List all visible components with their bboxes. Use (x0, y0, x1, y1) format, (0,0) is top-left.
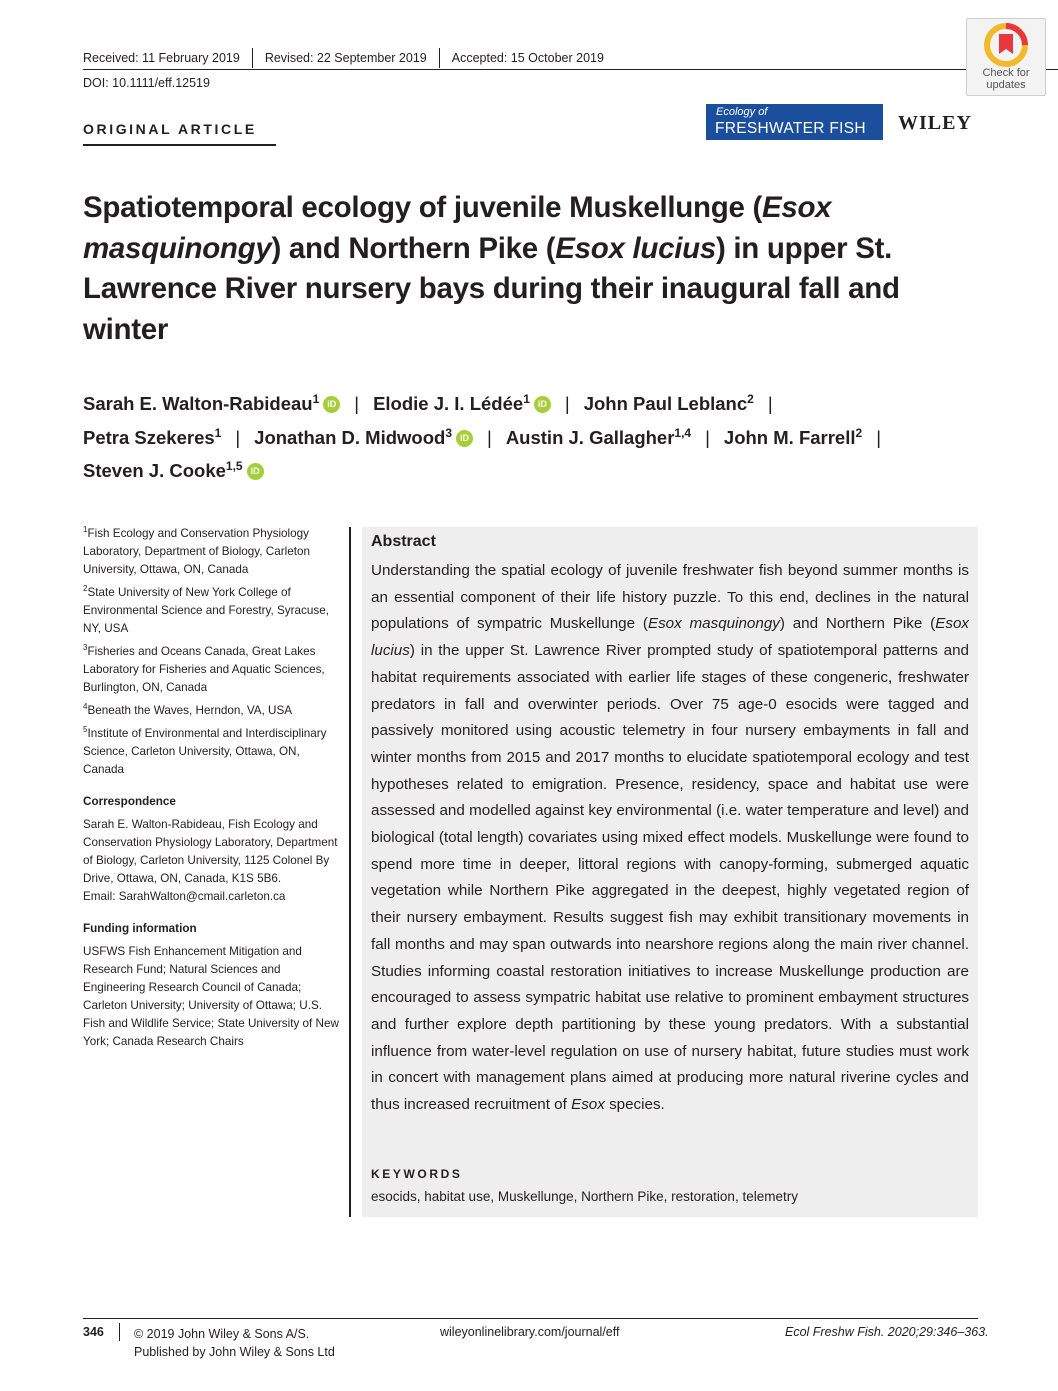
check-updates-icon (984, 23, 1028, 67)
author-name: Sarah E. Walton-Rabideau (83, 393, 313, 414)
author-name: John Paul Leblanc (583, 393, 748, 414)
author-name: Elodie J. I. Lédée (373, 393, 524, 414)
author-separator: | (487, 426, 492, 448)
email-link[interactable]: SarahWalton@cmail.carleton.ca (118, 890, 286, 903)
funding-heading: Funding information (83, 922, 197, 935)
author[interactable] (506, 427, 691, 448)
author-separator: | (767, 393, 773, 414)
journal-logo-line1: Ecology of (716, 106, 768, 118)
abstract-species: Esox lucius (371, 615, 969, 660)
citation (785, 1325, 989, 1339)
journal-logo-line2: FRESHWATER FISH (715, 120, 866, 137)
author-separator: | (876, 426, 881, 448)
revised-date: Revised: 22 September 2019 (264, 51, 427, 65)
title-species: Esox lucius (555, 231, 716, 265)
title-part: ) and Northern Pike ( (271, 231, 556, 265)
correspondence-heading: Correspondence (83, 795, 176, 808)
author[interactable] (373, 393, 551, 414)
author-name: Jonathan D. Midwood (254, 426, 446, 448)
author-affiliation: 1 (214, 425, 222, 440)
title-part: Spatiotemporal ecology of juvenile Muskellunge ( (83, 191, 762, 224)
author-affiliation: 2 (855, 425, 863, 440)
accepted-date: Accepted: 15 October 2019 (451, 51, 604, 65)
abstract-part: species. (604, 1096, 665, 1114)
author-affiliation: 1,4 (674, 425, 692, 440)
author-name: Austin J. Gallagher (505, 426, 675, 448)
abstract-heading: Abstract (371, 533, 436, 550)
affiliation-number: 1 (83, 525, 88, 535)
abstract-species: Esox masquinongy (647, 615, 780, 633)
affiliation-number: 3 (83, 643, 88, 653)
affiliation-text: Fish Ecology and Conservation Physiology Laboratory, Department of Biology, Carleton University, Ottawa, ON, Canada (83, 527, 310, 576)
check-updates-line1: Check for (982, 67, 1030, 79)
orcid-icon[interactable]: iD (323, 396, 340, 413)
email-label: Email: (83, 890, 116, 903)
author[interactable] (83, 460, 264, 481)
article-type-rule (83, 144, 276, 146)
affiliation (83, 725, 343, 779)
header-rule (83, 69, 1058, 70)
author-affiliation: 1 (523, 391, 530, 406)
footer-rule (83, 1318, 978, 1319)
affiliation-text: Institute of Environmental and Interdisciplinary Science, Carleton University, Ottawa, ON, Canada (83, 727, 327, 776)
copyright (134, 1325, 335, 1361)
check-updates-line2: updates (986, 79, 1026, 91)
citation-text: Ecol Freshw Fish. 2020;29:346–363. (785, 1325, 989, 1339)
footer-divider (119, 1323, 120, 1341)
abstract-part: ) in the upper St. Lawrence River prompted study of spatiotemporal patterns and habitat requirements associated with earlier life stages of these congeneric, freshwater predators in fall and overwinter periods. Over 75 age-0 esocids were tagged and passively monitored using acoustic telemetry in four nursery embayments in fall and winter months from 2015 and 2017 months to elucidate spatiotemporal ecology and test hypotheses related to emigration. Presence, residency, space and habitat use were assessed and modelled against key environmental (i.e. water temperature and level) and biological (total length) covariates using mixed effect models. Muskellunge were found to spend more time in deeper, littoral regions with canopy-forming, submerged aquatic vegetation while Northern Pike aggregated in the deepest, highly vegetated region of their nursery embayment. Results suggest fish may exhibit transitionary movements in fall months and may span outwards into nearshore regions along the main river channel. Studies informing coastal restoration initiatives to increase Muskellunge production are encouraged to assess sympatric habitat use relative to prominent embayment structures and further explore depth partitioning by these young predators. With a substantial influence from water-level regulation on use of nursery habitat, future studies must work in concert with management plans aimed at producing more natural riverine cycles and thus increased recruitment of (371, 642, 969, 1114)
title-species: Esox masquinongy (83, 191, 832, 265)
author-affiliation: 1 (312, 391, 320, 406)
abstract-part: Understanding the spatial ecology of juvenile freshwater fish beyond summer months is an essential component of their life history puzzle. To this end, declines in the natural populations of sympatric Muskellunge ( (371, 562, 969, 633)
article-title (83, 188, 943, 350)
author-affiliation: 1,5 (225, 458, 243, 473)
affiliation (83, 584, 343, 638)
author-name: Steven J. Cooke (83, 460, 226, 481)
abstract-species: Esox (571, 1096, 605, 1114)
author-name: Petra Szekeres (83, 426, 215, 448)
divider (439, 48, 440, 68)
page-number: 346 (83, 1325, 104, 1339)
orcid-icon[interactable]: iD (534, 396, 551, 413)
funding-text: USFWS Fish Enhancement Mitigation and Research Fund; Natural Sciences and Engineering Research Council of Canada; Carleton University; University of Ottawa; U.S. Fish and Wildlife Service; State University of New York; Canada Research Chairs (83, 945, 339, 1048)
orcid-icon[interactable]: iD (247, 463, 264, 480)
author-separator: | (705, 426, 710, 448)
author[interactable] (83, 427, 221, 448)
doi[interactable]: DOI: 10.1111/eff.12519 (83, 76, 210, 90)
article-dates (83, 48, 604, 68)
affiliation-number: 4 (83, 702, 88, 712)
author-separator: | (564, 393, 570, 414)
affiliation-text: Beneath the Waves, Herndon, VA, USA (87, 704, 293, 717)
orcid-icon[interactable]: iD (456, 430, 473, 447)
journal-url[interactable]: wileyonlinelibrary.com/journal/eff (440, 1325, 620, 1339)
affiliation-number: 2 (83, 584, 88, 594)
title-part: ) in upper St. Lawrence River nursery bays during their inaugural fall and winter (83, 231, 900, 346)
author-list (83, 387, 983, 488)
article-type: ORIGINAL ARTICLE (83, 121, 257, 137)
affiliation-number: 5 (83, 725, 88, 735)
abstract-part: ) and Northern Pike ( (779, 615, 936, 633)
keywords-heading: KEYWORDS (371, 1167, 463, 1181)
journal-logo[interactable] (706, 104, 883, 140)
author[interactable] (584, 393, 754, 414)
author[interactable] (83, 393, 340, 414)
sidebar (83, 525, 343, 1051)
correspondence-email (83, 888, 343, 906)
author-separator: | (235, 426, 241, 448)
affiliation (83, 643, 343, 697)
affiliation (83, 702, 343, 720)
divider (252, 48, 253, 68)
author[interactable] (254, 427, 473, 448)
affiliation-text: Fisheries and Oceans Canada, Great Lakes Laboratory for Fisheries and Aquatic Sciences, Burlington, ON, Canada (83, 645, 325, 694)
author-name: John M. Farrell (723, 426, 856, 448)
publisher-line: Published by John Wiley & Sons Ltd (134, 1345, 335, 1359)
check-for-updates-badge[interactable] (966, 18, 1046, 96)
copyright-line: © 2019 John Wiley & Sons A/S. (134, 1327, 310, 1341)
abstract-text (371, 558, 969, 1119)
author-separator: | (354, 393, 360, 414)
affiliation-text: State University of New York College of Environmental Science and Forestry, Syracuse, NY, USA (83, 586, 329, 635)
abstract-rule (349, 527, 351, 1217)
received-date: Received: 11 February 2019 (83, 51, 240, 65)
author-affiliation: 2 (747, 391, 754, 406)
keywords: esocids, habitat use, Muskellunge, Northern Pike, restoration, telemetry (371, 1189, 798, 1204)
author[interactable] (724, 427, 862, 448)
correspondence-text: Sarah E. Walton-Rabideau, Fish Ecology and Conservation Physiology Laboratory, Department of Biology, Carleton University, 1125 Colonel By Drive, Ottawa, ON, Canada, K1S 5B6. (83, 818, 338, 885)
affiliation (83, 525, 343, 579)
author-affiliation: 3 (445, 425, 452, 440)
publisher-logo[interactable]: WILEY (898, 112, 972, 134)
